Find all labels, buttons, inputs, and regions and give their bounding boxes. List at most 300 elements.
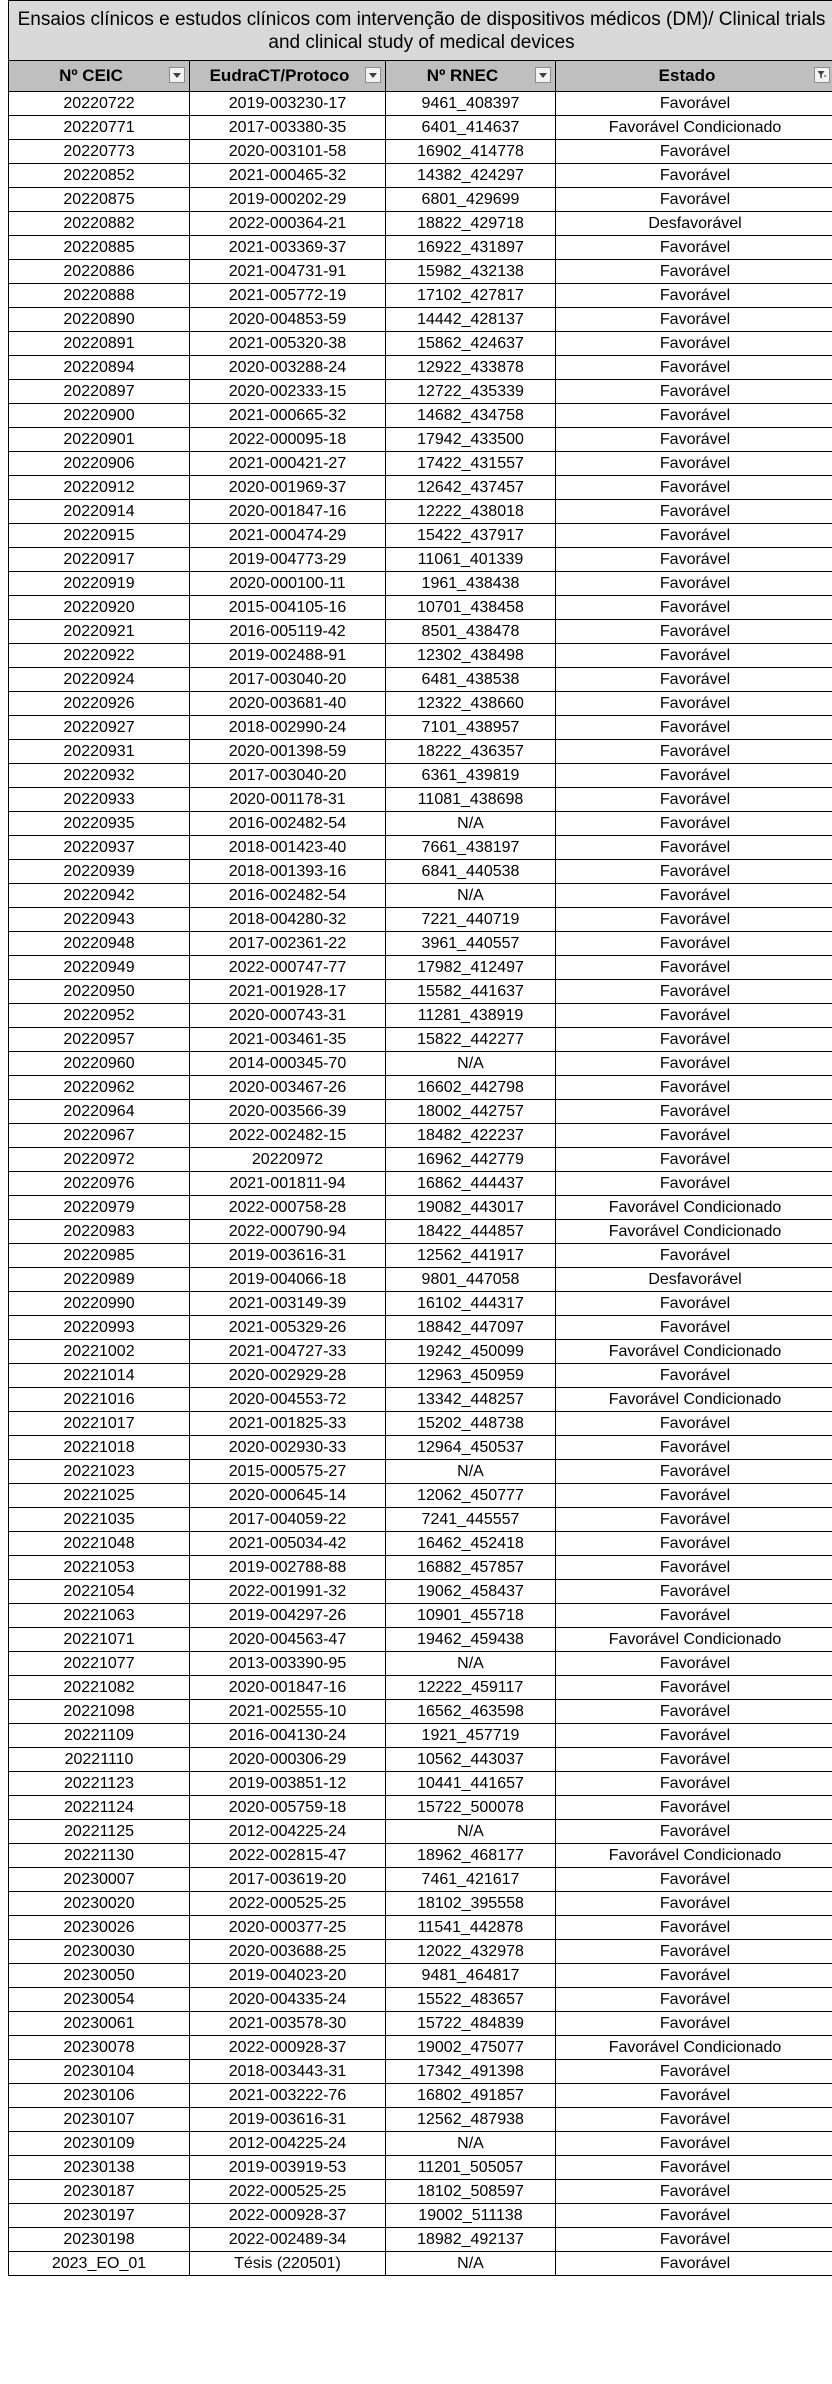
cell-rnec: N/A (386, 884, 556, 908)
cell-ceic: 20220983 (9, 1220, 190, 1244)
table-row (9, 2084, 832, 2108)
cell-ceic: 20230050 (9, 1964, 190, 1988)
cell-rnec: N/A (386, 2132, 556, 2156)
cell-ceic: 20230026 (9, 1916, 190, 1940)
cell-estado: Favorável (556, 1916, 832, 1940)
cell-ceic: 20220943 (9, 908, 190, 932)
cell-estado: Favorável (556, 836, 832, 860)
cell-eudract: 2022-000095-18 (190, 428, 386, 452)
cell-eudract: 2022-000525-25 (190, 2180, 386, 2204)
cell-estado: Desfavorável (556, 1268, 832, 1292)
cell-estado: Favorável (556, 716, 832, 740)
cell-eudract: 2020-001969-37 (190, 476, 386, 500)
cell-rnec: 12562_441917 (386, 1244, 556, 1268)
table-row (9, 1076, 832, 1100)
cell-eudract: 2020-000100-11 (190, 572, 386, 596)
cell-rnec: 12963_450959 (386, 1364, 556, 1388)
cell-eudract: 2019-003616-31 (190, 2108, 386, 2132)
trials-table (8, 0, 832, 2276)
cell-rnec: 15582_441637 (386, 980, 556, 1004)
cell-estado: Favorável (556, 812, 832, 836)
table-row (9, 2108, 832, 2132)
cell-estado: Favorável (556, 164, 832, 188)
cell-eudract: 2020-001847-16 (190, 1676, 386, 1700)
table-row (9, 2228, 832, 2252)
table-row (9, 1700, 832, 1724)
table-row (9, 716, 832, 740)
cell-estado: Favorável Condicionado (556, 1196, 832, 1220)
cell-estado: Favorável (556, 860, 832, 884)
cell-rnec: 18842_447097 (386, 1316, 556, 1340)
cell-ceic: 20220931 (9, 740, 190, 764)
cell-rnec: 11541_442878 (386, 1916, 556, 1940)
cell-rnec: 13342_448257 (386, 1388, 556, 1412)
cell-eudract: 2020-004553-72 (190, 1388, 386, 1412)
cell-estado: Favorável (556, 1412, 832, 1436)
filter-funnel-icon[interactable] (814, 67, 830, 83)
cell-rnec: 16562_463598 (386, 1700, 556, 1724)
cell-estado: Favorável (556, 740, 832, 764)
cell-rnec: 6361_439819 (386, 764, 556, 788)
cell-ceic: 20220922 (9, 644, 190, 668)
cell-ceic: 20230104 (9, 2060, 190, 2084)
table-row (9, 764, 832, 788)
cell-ceic: 20220952 (9, 1004, 190, 1028)
cell-estado: Favorável (556, 2108, 832, 2132)
cell-estado: Favorável (556, 1292, 832, 1316)
cell-rnec: 17422_431557 (386, 452, 556, 476)
cell-eudract: 2022-002482-15 (190, 1124, 386, 1148)
cell-rnec: N/A (386, 1052, 556, 1076)
cell-eudract: 2020-002929-28 (190, 1364, 386, 1388)
cell-eudract: 2022-000928-37 (190, 2036, 386, 2060)
table-row (9, 884, 832, 908)
cell-estado: Favorável (556, 1556, 832, 1580)
cell-rnec: 15722_500078 (386, 1796, 556, 1820)
cell-rnec: 3961_440557 (386, 932, 556, 956)
cell-eudract: 2018-004280-32 (190, 908, 386, 932)
cell-ceic: 20221098 (9, 1700, 190, 1724)
cell-estado: Favorável (556, 500, 832, 524)
cell-ceic: 20220937 (9, 836, 190, 860)
cell-ceic: 2023_EO_01 (9, 2252, 190, 2276)
cell-estado: Favorável (556, 2132, 832, 2156)
cell-estado: Favorável (556, 236, 832, 260)
cell-rnec: N/A (386, 1460, 556, 1484)
cell-eudract: 20220972 (190, 1148, 386, 1172)
cell-ceic: 20221063 (9, 1604, 190, 1628)
cell-ceic: 20230054 (9, 1988, 190, 2012)
cell-eudract: 2019-003919-53 (190, 2156, 386, 2180)
cell-estado: Favorável (556, 260, 832, 284)
cell-estado: Favorável (556, 932, 832, 956)
cell-estado: Favorável (556, 1484, 832, 1508)
cell-estado: Favorável (556, 1148, 832, 1172)
cell-ceic: 20221054 (9, 1580, 190, 1604)
cell-rnec: 11201_505057 (386, 2156, 556, 2180)
cell-rnec: 12964_450537 (386, 1436, 556, 1460)
cell-rnec: 12222_438018 (386, 500, 556, 524)
cell-rnec: 6481_438538 (386, 668, 556, 692)
cell-rnec: 18002_442757 (386, 1100, 556, 1124)
cell-ceic: 20220886 (9, 260, 190, 284)
table-row (9, 1268, 832, 1292)
cell-ceic: 20230106 (9, 2084, 190, 2108)
cell-ceic: 20221130 (9, 1844, 190, 1868)
cell-estado: Favorável (556, 692, 832, 716)
table-row (9, 500, 832, 524)
cell-rnec: 7101_438957 (386, 716, 556, 740)
cell-estado: Favorável (556, 1028, 832, 1052)
cell-eudract: 2019-004023-20 (190, 1964, 386, 1988)
cell-estado: Favorável (556, 1052, 832, 1076)
cell-eudract: 2020-000743-31 (190, 1004, 386, 1028)
cell-rnec: 11061_401339 (386, 548, 556, 572)
cell-eudract: 2020-001178-31 (190, 788, 386, 812)
cell-rnec: 10701_438458 (386, 596, 556, 620)
cell-rnec: 16102_444317 (386, 1292, 556, 1316)
cell-eudract: 2021-004731-91 (190, 260, 386, 284)
cell-ceic: 20221002 (9, 1340, 190, 1364)
cell-eudract: 2017-004059-22 (190, 1508, 386, 1532)
cell-estado: Favorável (556, 1244, 832, 1268)
table-row (9, 1436, 832, 1460)
cell-eudract: 2020-004563-47 (190, 1628, 386, 1652)
cell-rnec: 19462_459438 (386, 1628, 556, 1652)
cell-rnec: 12922_433878 (386, 356, 556, 380)
cell-eudract: 2021-001811-94 (190, 1172, 386, 1196)
cell-eudract: 2021-000474-29 (190, 524, 386, 548)
cell-rnec: 16802_491857 (386, 2084, 556, 2108)
table-row (9, 1412, 832, 1436)
cell-eudract: 2022-000790-94 (190, 1220, 386, 1244)
cell-estado: Favorável Condicionado (556, 1340, 832, 1364)
table-row (9, 1652, 832, 1676)
cell-eudract: 2017-002361-22 (190, 932, 386, 956)
cell-ceic: 20220917 (9, 548, 190, 572)
cell-rnec: 9481_464817 (386, 1964, 556, 1988)
cell-eudract: 2018-003443-31 (190, 2060, 386, 2084)
table-row (9, 2060, 832, 2084)
cell-estado: Favorável (556, 1004, 832, 1028)
cell-eudract: 2021-001825-33 (190, 1412, 386, 1436)
cell-ceic: 20220926 (9, 692, 190, 716)
cell-estado: Favorável Condicionado (556, 1220, 832, 1244)
cell-rnec: 11281_438919 (386, 1004, 556, 1028)
cell-eudract: 2020-002333-15 (190, 380, 386, 404)
cell-ceic: 20221110 (9, 1748, 190, 1772)
table-row (9, 140, 832, 164)
cell-estado: Favorável Condicionado (556, 1628, 832, 1652)
table-row (9, 1892, 832, 1916)
table-row (9, 644, 832, 668)
table-row (9, 740, 832, 764)
table-row (9, 668, 832, 692)
table-row (9, 524, 832, 548)
cell-estado: Favorável (556, 1532, 832, 1556)
table-row (9, 1340, 832, 1364)
cell-eudract: 2022-000364-21 (190, 212, 386, 236)
cell-estado: Favorável (556, 884, 832, 908)
cell-ceic: 20220960 (9, 1052, 190, 1076)
cell-eudract: 2014-000345-70 (190, 1052, 386, 1076)
cell-estado: Favorável Condicionado (556, 1388, 832, 1412)
dropdown-arrow-icon[interactable] (169, 67, 185, 83)
cell-ceic: 20220885 (9, 236, 190, 260)
table-title: Ensaios clínicos e estudos clínicos com intervenção de dispositivos médicos (DM)/ Clinical trials and clinical study of medical devices (9, 1, 832, 61)
spreadsheet (8, 0, 832, 2276)
cell-estado: Favorável (556, 92, 832, 116)
cell-rnec: 6401_414637 (386, 116, 556, 140)
cell-estado: Favorável (556, 2012, 832, 2036)
cell-eudract: 2021-002555-10 (190, 1700, 386, 1724)
column-header-ceic (9, 61, 190, 92)
cell-ceic: 20221053 (9, 1556, 190, 1580)
cell-ceic: 20220852 (9, 164, 190, 188)
cell-ceic: 20220912 (9, 476, 190, 500)
table-row (9, 1292, 832, 1316)
cell-rnec: 7221_440719 (386, 908, 556, 932)
cell-eudract: 2018-001423-40 (190, 836, 386, 860)
cell-ceic: 20220985 (9, 1244, 190, 1268)
cell-rnec: 15722_484839 (386, 2012, 556, 2036)
cell-eudract: 2020-001847-16 (190, 500, 386, 524)
table-row (9, 908, 832, 932)
cell-estado: Favorável (556, 1316, 832, 1340)
table-row (9, 980, 832, 1004)
cell-ceic: 20220927 (9, 716, 190, 740)
column-header-label: Nº CEIC (59, 66, 123, 85)
table-row (9, 116, 832, 140)
table-row (9, 956, 832, 980)
cell-ceic: 20220914 (9, 500, 190, 524)
cell-estado: Favorável (556, 764, 832, 788)
cell-rnec: 17102_427817 (386, 284, 556, 308)
dropdown-arrow-icon[interactable] (365, 67, 381, 83)
cell-eudract: 2022-000525-25 (190, 1892, 386, 1916)
cell-estado: Favorável (556, 308, 832, 332)
cell-ceic: 20220906 (9, 452, 190, 476)
cell-ceic: 20220989 (9, 1268, 190, 1292)
cell-ceic: 20230197 (9, 2204, 190, 2228)
cell-estado: Favorável (556, 2180, 832, 2204)
cell-eudract: 2022-002815-47 (190, 1844, 386, 1868)
table-row (9, 596, 832, 620)
cell-estado: Favorável (556, 1700, 832, 1724)
cell-estado: Favorável (556, 356, 832, 380)
cell-ceic: 20220894 (9, 356, 190, 380)
table-row (9, 1196, 832, 1220)
cell-estado: Favorável (556, 1724, 832, 1748)
cell-eudract: 2020-004335-24 (190, 1988, 386, 2012)
cell-rnec: 7241_445557 (386, 1508, 556, 1532)
cell-rnec: 12222_459117 (386, 1676, 556, 1700)
cell-eudract: 2022-002489-34 (190, 2228, 386, 2252)
table-row (9, 332, 832, 356)
cell-rnec: 19242_450099 (386, 1340, 556, 1364)
table-row (9, 860, 832, 884)
cell-rnec: 16882_457857 (386, 1556, 556, 1580)
table-row (9, 1556, 832, 1580)
cell-rnec: 19002_475077 (386, 2036, 556, 2060)
cell-eudract: 2020-003101-58 (190, 140, 386, 164)
table-row (9, 2204, 832, 2228)
cell-rnec: 18222_436357 (386, 740, 556, 764)
dropdown-arrow-icon[interactable] (535, 67, 551, 83)
cell-estado: Favorável (556, 2228, 832, 2252)
cell-eudract: 2017-003380-35 (190, 116, 386, 140)
cell-eudract: 2022-000747-77 (190, 956, 386, 980)
table-row (9, 1100, 832, 1124)
column-header-label: EudraCT/Protoco (209, 66, 350, 85)
cell-ceic: 20220891 (9, 332, 190, 356)
cell-estado: Favorável (556, 380, 832, 404)
cell-estado: Favorável (556, 788, 832, 812)
cell-rnec: 18102_508597 (386, 2180, 556, 2204)
cell-ceic: 20220915 (9, 524, 190, 548)
cell-eudract: 2021-003149-39 (190, 1292, 386, 1316)
cell-eudract: 2021-003369-37 (190, 236, 386, 260)
table-row (9, 1964, 832, 1988)
cell-rnec: 10441_441657 (386, 1772, 556, 1796)
cell-eudract: 2019-000202-29 (190, 188, 386, 212)
column-header-eudract (190, 61, 386, 92)
table-row (9, 284, 832, 308)
cell-ceic: 20220888 (9, 284, 190, 308)
cell-ceic: 20221048 (9, 1532, 190, 1556)
table-row (9, 1124, 832, 1148)
table-row (9, 1772, 832, 1796)
cell-ceic: 20220933 (9, 788, 190, 812)
cell-eudract: 2012-004225-24 (190, 2132, 386, 2156)
cell-ceic: 20220924 (9, 668, 190, 692)
table-row (9, 2252, 832, 2276)
cell-ceic: 20220962 (9, 1076, 190, 1100)
cell-rnec: 18102_395558 (386, 1892, 556, 1916)
table-row (9, 620, 832, 644)
cell-ceic: 20220990 (9, 1292, 190, 1316)
cell-ceic: 20221082 (9, 1676, 190, 1700)
cell-eudract: 2012-004225-24 (190, 1820, 386, 1844)
cell-ceic: 20220948 (9, 932, 190, 956)
cell-eudract: 2019-003851-12 (190, 1772, 386, 1796)
table-row (9, 1988, 832, 2012)
cell-rnec: 9801_447058 (386, 1268, 556, 1292)
cell-ceic: 20220875 (9, 188, 190, 212)
cell-ceic: 20220939 (9, 860, 190, 884)
cell-eudract: 2019-003230-17 (190, 92, 386, 116)
cell-rnec: 18822_429718 (386, 212, 556, 236)
cell-rnec: 17342_491398 (386, 2060, 556, 2084)
cell-estado: Favorável (556, 1820, 832, 1844)
cell-eudract: 2019-002788-88 (190, 1556, 386, 1580)
table-row (9, 380, 832, 404)
table-row (9, 1628, 832, 1652)
cell-eudract: 2017-003619-20 (190, 1868, 386, 1892)
cell-eudract: 2018-002990-24 (190, 716, 386, 740)
cell-estado: Favorável (556, 1508, 832, 1532)
cell-ceic: 20221123 (9, 1772, 190, 1796)
cell-estado: Favorável (556, 1604, 832, 1628)
cell-estado: Favorável (556, 1124, 832, 1148)
cell-ceic: 20220722 (9, 92, 190, 116)
cell-estado: Favorável (556, 1988, 832, 2012)
cell-ceic: 20220901 (9, 428, 190, 452)
cell-rnec: 18982_492137 (386, 2228, 556, 2252)
table-row (9, 1028, 832, 1052)
column-header-rnec (386, 61, 556, 92)
cell-eudract: 2021-005034-42 (190, 1532, 386, 1556)
cell-ceic: 20220890 (9, 308, 190, 332)
cell-estado: Favorável (556, 2252, 832, 2276)
cell-eudract: 2021-003461-35 (190, 1028, 386, 1052)
table-row (9, 1316, 832, 1340)
cell-estado: Favorável (556, 548, 832, 572)
cell-estado: Favorável (556, 908, 832, 932)
cell-eudract: 2020-003681-40 (190, 692, 386, 716)
cell-estado: Favorável (556, 476, 832, 500)
cell-ceic: 20220773 (9, 140, 190, 164)
cell-eudract: 2015-004105-16 (190, 596, 386, 620)
table-row (9, 572, 832, 596)
table-row (9, 1220, 832, 1244)
cell-ceic: 20230138 (9, 2156, 190, 2180)
cell-rnec: N/A (386, 2252, 556, 2276)
cell-rnec: N/A (386, 1652, 556, 1676)
table-row (9, 836, 832, 860)
cell-eudract: 2020-003566-39 (190, 1100, 386, 1124)
cell-rnec: N/A (386, 812, 556, 836)
table-row (9, 788, 832, 812)
cell-eudract: 2021-004727-33 (190, 1340, 386, 1364)
table-row (9, 1580, 832, 1604)
cell-estado: Favorável (556, 596, 832, 620)
cell-estado: Favorável (556, 452, 832, 476)
cell-estado: Favorável (556, 2060, 832, 2084)
cell-estado: Favorável (556, 644, 832, 668)
table-row (9, 404, 832, 428)
cell-ceic: 20221077 (9, 1652, 190, 1676)
cell-eudract: 2018-001393-16 (190, 860, 386, 884)
cell-ceic: 20220976 (9, 1172, 190, 1196)
table-row (9, 932, 832, 956)
cell-ceic: 20220919 (9, 572, 190, 596)
cell-estado: Favorável (556, 1076, 832, 1100)
cell-rnec: 12022_432978 (386, 1940, 556, 1964)
cell-estado: Favorável (556, 1172, 832, 1196)
table-row (9, 1916, 832, 1940)
table-row (9, 452, 832, 476)
cell-eudract: 2020-001398-59 (190, 740, 386, 764)
table-row (9, 2180, 832, 2204)
cell-estado: Favorável (556, 1964, 832, 1988)
cell-eudract: 2022-001991-32 (190, 1580, 386, 1604)
cell-ceic: 20220920 (9, 596, 190, 620)
cell-rnec: 16962_442779 (386, 1148, 556, 1172)
cell-ceic: 20220935 (9, 812, 190, 836)
cell-eudract: 2020-003688-25 (190, 1940, 386, 1964)
cell-rnec: 19002_511138 (386, 2204, 556, 2228)
cell-eudract: Tésis (220501) (190, 2252, 386, 2276)
cell-ceic: 20220950 (9, 980, 190, 1004)
cell-estado: Favorável Condicionado (556, 1844, 832, 1868)
cell-estado: Favorável (556, 404, 832, 428)
cell-rnec: 10901_455718 (386, 1604, 556, 1628)
table-row (9, 1724, 832, 1748)
cell-eudract: 2019-002488-91 (190, 644, 386, 668)
cell-rnec: 6841_440538 (386, 860, 556, 884)
table-row (9, 692, 832, 716)
